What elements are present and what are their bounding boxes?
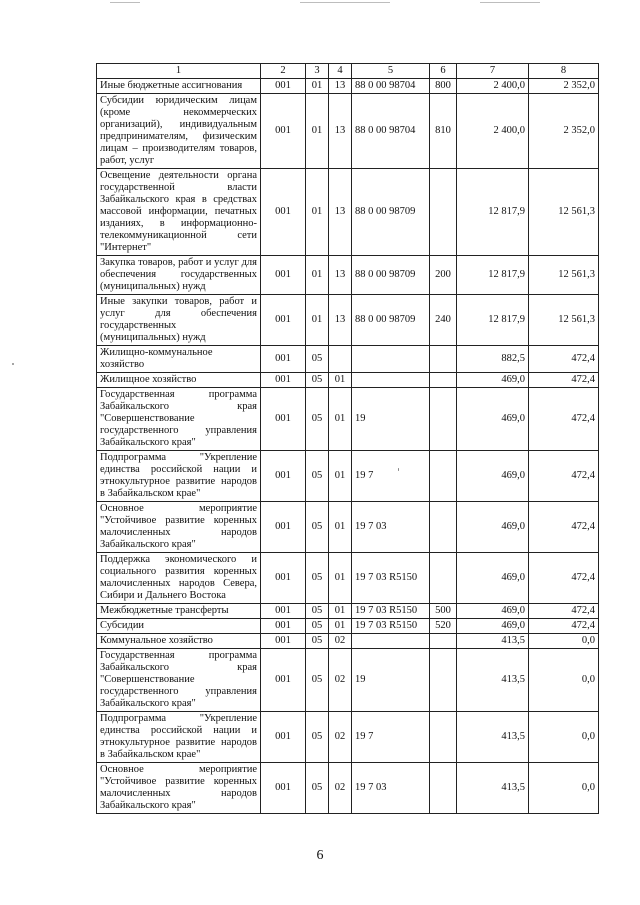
cell-c3: 01: [306, 94, 329, 169]
row-name-cell: Межбюджетные трансферты: [97, 604, 261, 619]
cell-c4: 01: [329, 604, 352, 619]
row-name-cell: Закупка товаров, работ и услуг для обеспечения государственных (муниципальных) нужд: [97, 256, 261, 295]
cell-c6: [430, 712, 457, 763]
row-name-cell: Коммунальное хозяйство: [97, 634, 261, 649]
cell-c7: 882,5: [457, 346, 529, 373]
cell-c8: 472,4: [529, 373, 599, 388]
cell-c2: 001: [261, 712, 306, 763]
cell-c8: 0,0: [529, 634, 599, 649]
cell-c2: 001: [261, 649, 306, 712]
cell-c8: 2 352,0: [529, 79, 599, 94]
cell-c7: 469,0: [457, 373, 529, 388]
cell-c8: 12 561,3: [529, 256, 599, 295]
cell-c3: 05: [306, 346, 329, 373]
table-row: [97, 94, 599, 169]
cell-c4: 02: [329, 649, 352, 712]
cell-c8: 0,0: [529, 763, 599, 814]
row-name-cell: Основное мероприятие "Устойчивое развитие коренных малочисленных народов Забайкальского края": [97, 502, 261, 553]
cell-c5: 19 7 03 R5150: [352, 604, 430, 619]
table-row: [97, 388, 599, 451]
cell-c7: 413,5: [457, 712, 529, 763]
cell-c4: 13: [329, 79, 352, 94]
scan-speck: [398, 468, 399, 471]
cell-c4: 01: [329, 373, 352, 388]
cell-c2: 001: [261, 553, 306, 604]
table-row: [97, 346, 599, 373]
table-row: [97, 649, 599, 712]
cell-c3: 01: [306, 79, 329, 94]
cell-c2: 001: [261, 502, 306, 553]
column-header: 2: [261, 64, 306, 79]
cell-c8: 0,0: [529, 649, 599, 712]
cell-c3: 05: [306, 553, 329, 604]
cell-c8: 472,4: [529, 553, 599, 604]
cell-c3: 05: [306, 451, 329, 502]
table-row: [97, 553, 599, 604]
cell-c5: 88 0 00 98704: [352, 94, 430, 169]
table-row: [97, 256, 599, 295]
cell-c5: 19 7 03 R5150: [352, 619, 430, 634]
cell-c3: 05: [306, 502, 329, 553]
cell-c6: 240: [430, 295, 457, 346]
column-header: 3: [306, 64, 329, 79]
cell-c5: 88 0 00 98709: [352, 295, 430, 346]
cell-c8: 472,4: [529, 502, 599, 553]
cell-c4: 01: [329, 451, 352, 502]
cell-c4: 13: [329, 169, 352, 256]
cell-c8: 12 561,3: [529, 295, 599, 346]
table-row: [97, 295, 599, 346]
column-header: 5: [352, 64, 430, 79]
cell-c6: 200: [430, 256, 457, 295]
page-number: 6: [316, 848, 324, 863]
cell-c7: 413,5: [457, 649, 529, 712]
cell-c2: 001: [261, 295, 306, 346]
cell-c8: 472,4: [529, 451, 599, 502]
scan-speck: [12, 363, 14, 365]
row-name-cell: Государственная программа Забайкальского края "Совершенствование государственного управления Забайкальского края": [97, 649, 261, 712]
row-name-cell: Освещение деятельности органа государственной власти Забайкальского края в средствах массовой информации, печатных изданиях, в информационно-телекоммуникационной сети "Интернет": [97, 169, 261, 256]
cell-c4: 02: [329, 712, 352, 763]
cell-c2: 001: [261, 619, 306, 634]
cell-c7: 12 817,9: [457, 169, 529, 256]
cell-c2: 001: [261, 388, 306, 451]
row-name-cell: Иные закупки товаров, работ и услуг для обеспечения государственных (муниципальных) нужд: [97, 295, 261, 346]
cell-c6: [430, 649, 457, 712]
cell-c2: 001: [261, 763, 306, 814]
cell-c3: 05: [306, 634, 329, 649]
cell-c8: 472,4: [529, 388, 599, 451]
cell-c5: [352, 346, 430, 373]
budget-table: [96, 63, 599, 814]
cell-c2: 001: [261, 451, 306, 502]
table-row: [97, 373, 599, 388]
table-row: [97, 502, 599, 553]
cell-c3: 05: [306, 373, 329, 388]
cell-c5: 88 0 00 98704: [352, 79, 430, 94]
table-row: [97, 634, 599, 649]
cell-c8: 0,0: [529, 712, 599, 763]
cell-c4: 01: [329, 502, 352, 553]
cell-c7: 469,0: [457, 388, 529, 451]
cell-c8: 2 352,0: [529, 94, 599, 169]
cell-c2: 001: [261, 94, 306, 169]
cell-c4: 01: [329, 553, 352, 604]
row-name-cell: Жилищное хозяйство: [97, 373, 261, 388]
cell-c3: 01: [306, 256, 329, 295]
cell-c2: 001: [261, 256, 306, 295]
cell-c6: [430, 373, 457, 388]
cell-c8: 472,4: [529, 604, 599, 619]
cell-c6: [430, 502, 457, 553]
cell-c4: 02: [329, 634, 352, 649]
cell-c3: 05: [306, 763, 329, 814]
column-header: 4: [329, 64, 352, 79]
cell-c4: 01: [329, 619, 352, 634]
cell-c6: [430, 634, 457, 649]
cell-c2: 001: [261, 79, 306, 94]
cell-c4: 13: [329, 256, 352, 295]
table-header-row: [97, 64, 599, 79]
cell-c2: 001: [261, 634, 306, 649]
row-name-cell: Субсидии: [97, 619, 261, 634]
cell-c8: 12 561,3: [529, 169, 599, 256]
cell-c8: 472,4: [529, 346, 599, 373]
cell-c5: 88 0 00 98709: [352, 256, 430, 295]
cell-c7: 469,0: [457, 502, 529, 553]
row-name-cell: Подпрограмма "Укрепление единства российской нации и этнокультурное развитие народов в Забайкальском крае": [97, 712, 261, 763]
cell-c3: 05: [306, 388, 329, 451]
cell-c6: [430, 553, 457, 604]
table-row: [97, 604, 599, 619]
row-name-cell: Государственная программа Забайкальского края "Совершенствование государственного управления Забайкальского края": [97, 388, 261, 451]
cell-c2: 001: [261, 373, 306, 388]
scan-top-edge: [0, 0, 640, 6]
column-header: 7: [457, 64, 529, 79]
cell-c3: 05: [306, 649, 329, 712]
cell-c3: 05: [306, 604, 329, 619]
cell-c7: 469,0: [457, 604, 529, 619]
cell-c7: 469,0: [457, 619, 529, 634]
cell-c3: 05: [306, 619, 329, 634]
table-row: [97, 619, 599, 634]
cell-c3: 01: [306, 295, 329, 346]
cell-c6: [430, 169, 457, 256]
cell-c2: 001: [261, 169, 306, 256]
cell-c6: [430, 388, 457, 451]
cell-c5: 19 7 03: [352, 502, 430, 553]
cell-c5: 19 7 03 R5150: [352, 553, 430, 604]
table-row: [97, 79, 599, 94]
cell-c6: 810: [430, 94, 457, 169]
cell-c6: [430, 763, 457, 814]
cell-c7: 413,5: [457, 763, 529, 814]
row-name-cell: Иные бюджетные ассигнования: [97, 79, 261, 94]
row-name-cell: Жилищно-коммунальное хозяйство: [97, 346, 261, 373]
cell-c4: [329, 346, 352, 373]
column-header: 1: [97, 64, 261, 79]
cell-c6: [430, 451, 457, 502]
cell-c4: 13: [329, 295, 352, 346]
column-header: 8: [529, 64, 599, 79]
row-name-cell: Поддержка экономического и социального развития коренных малочисленных народов Севера, Сибири и Дальнего Востока: [97, 553, 261, 604]
cell-c5: [352, 373, 430, 388]
cell-c5: 19: [352, 649, 430, 712]
row-name-cell: Основное мероприятие "Устойчивое развитие коренных малочисленных народов Забайкальского края": [97, 763, 261, 814]
cell-c6: 500: [430, 604, 457, 619]
cell-c7: 469,0: [457, 553, 529, 604]
cell-c7: 12 817,9: [457, 295, 529, 346]
cell-c7: 2 400,0: [457, 79, 529, 94]
cell-c6: 520: [430, 619, 457, 634]
table-row: [97, 712, 599, 763]
cell-c7: 469,0: [457, 451, 529, 502]
cell-c5: 19 7: [352, 712, 430, 763]
column-header: 6: [430, 64, 457, 79]
cell-c4: 13: [329, 94, 352, 169]
cell-c4: 02: [329, 763, 352, 814]
cell-c3: 05: [306, 712, 329, 763]
cell-c6: [430, 346, 457, 373]
table-row: [97, 169, 599, 256]
table-row: [97, 451, 599, 502]
cell-c7: 413,5: [457, 634, 529, 649]
cell-c8: 472,4: [529, 619, 599, 634]
cell-c2: 001: [261, 604, 306, 619]
table-row: [97, 763, 599, 814]
cell-c3: 01: [306, 169, 329, 256]
cell-c5: 19: [352, 388, 430, 451]
cell-c2: 001: [261, 346, 306, 373]
cell-c5: [352, 634, 430, 649]
row-name-cell: Подпрограмма "Укрепление единства российской нации и этнокультурное развитие народов в Забайкальском крае": [97, 451, 261, 502]
row-name-cell: Субсидии юридическим лицам (кроме некоммерческих организаций), индивидуальным предпринимателям, физическим лицам – производителям товаров, работ, услуг: [97, 94, 261, 169]
cell-c6: 800: [430, 79, 457, 94]
cell-c7: 2 400,0: [457, 94, 529, 169]
cell-c5: 19 7: [352, 451, 430, 502]
cell-c4: 01: [329, 388, 352, 451]
cell-c7: 12 817,9: [457, 256, 529, 295]
cell-c5: 88 0 00 98709: [352, 169, 430, 256]
cell-c5: 19 7 03: [352, 763, 430, 814]
